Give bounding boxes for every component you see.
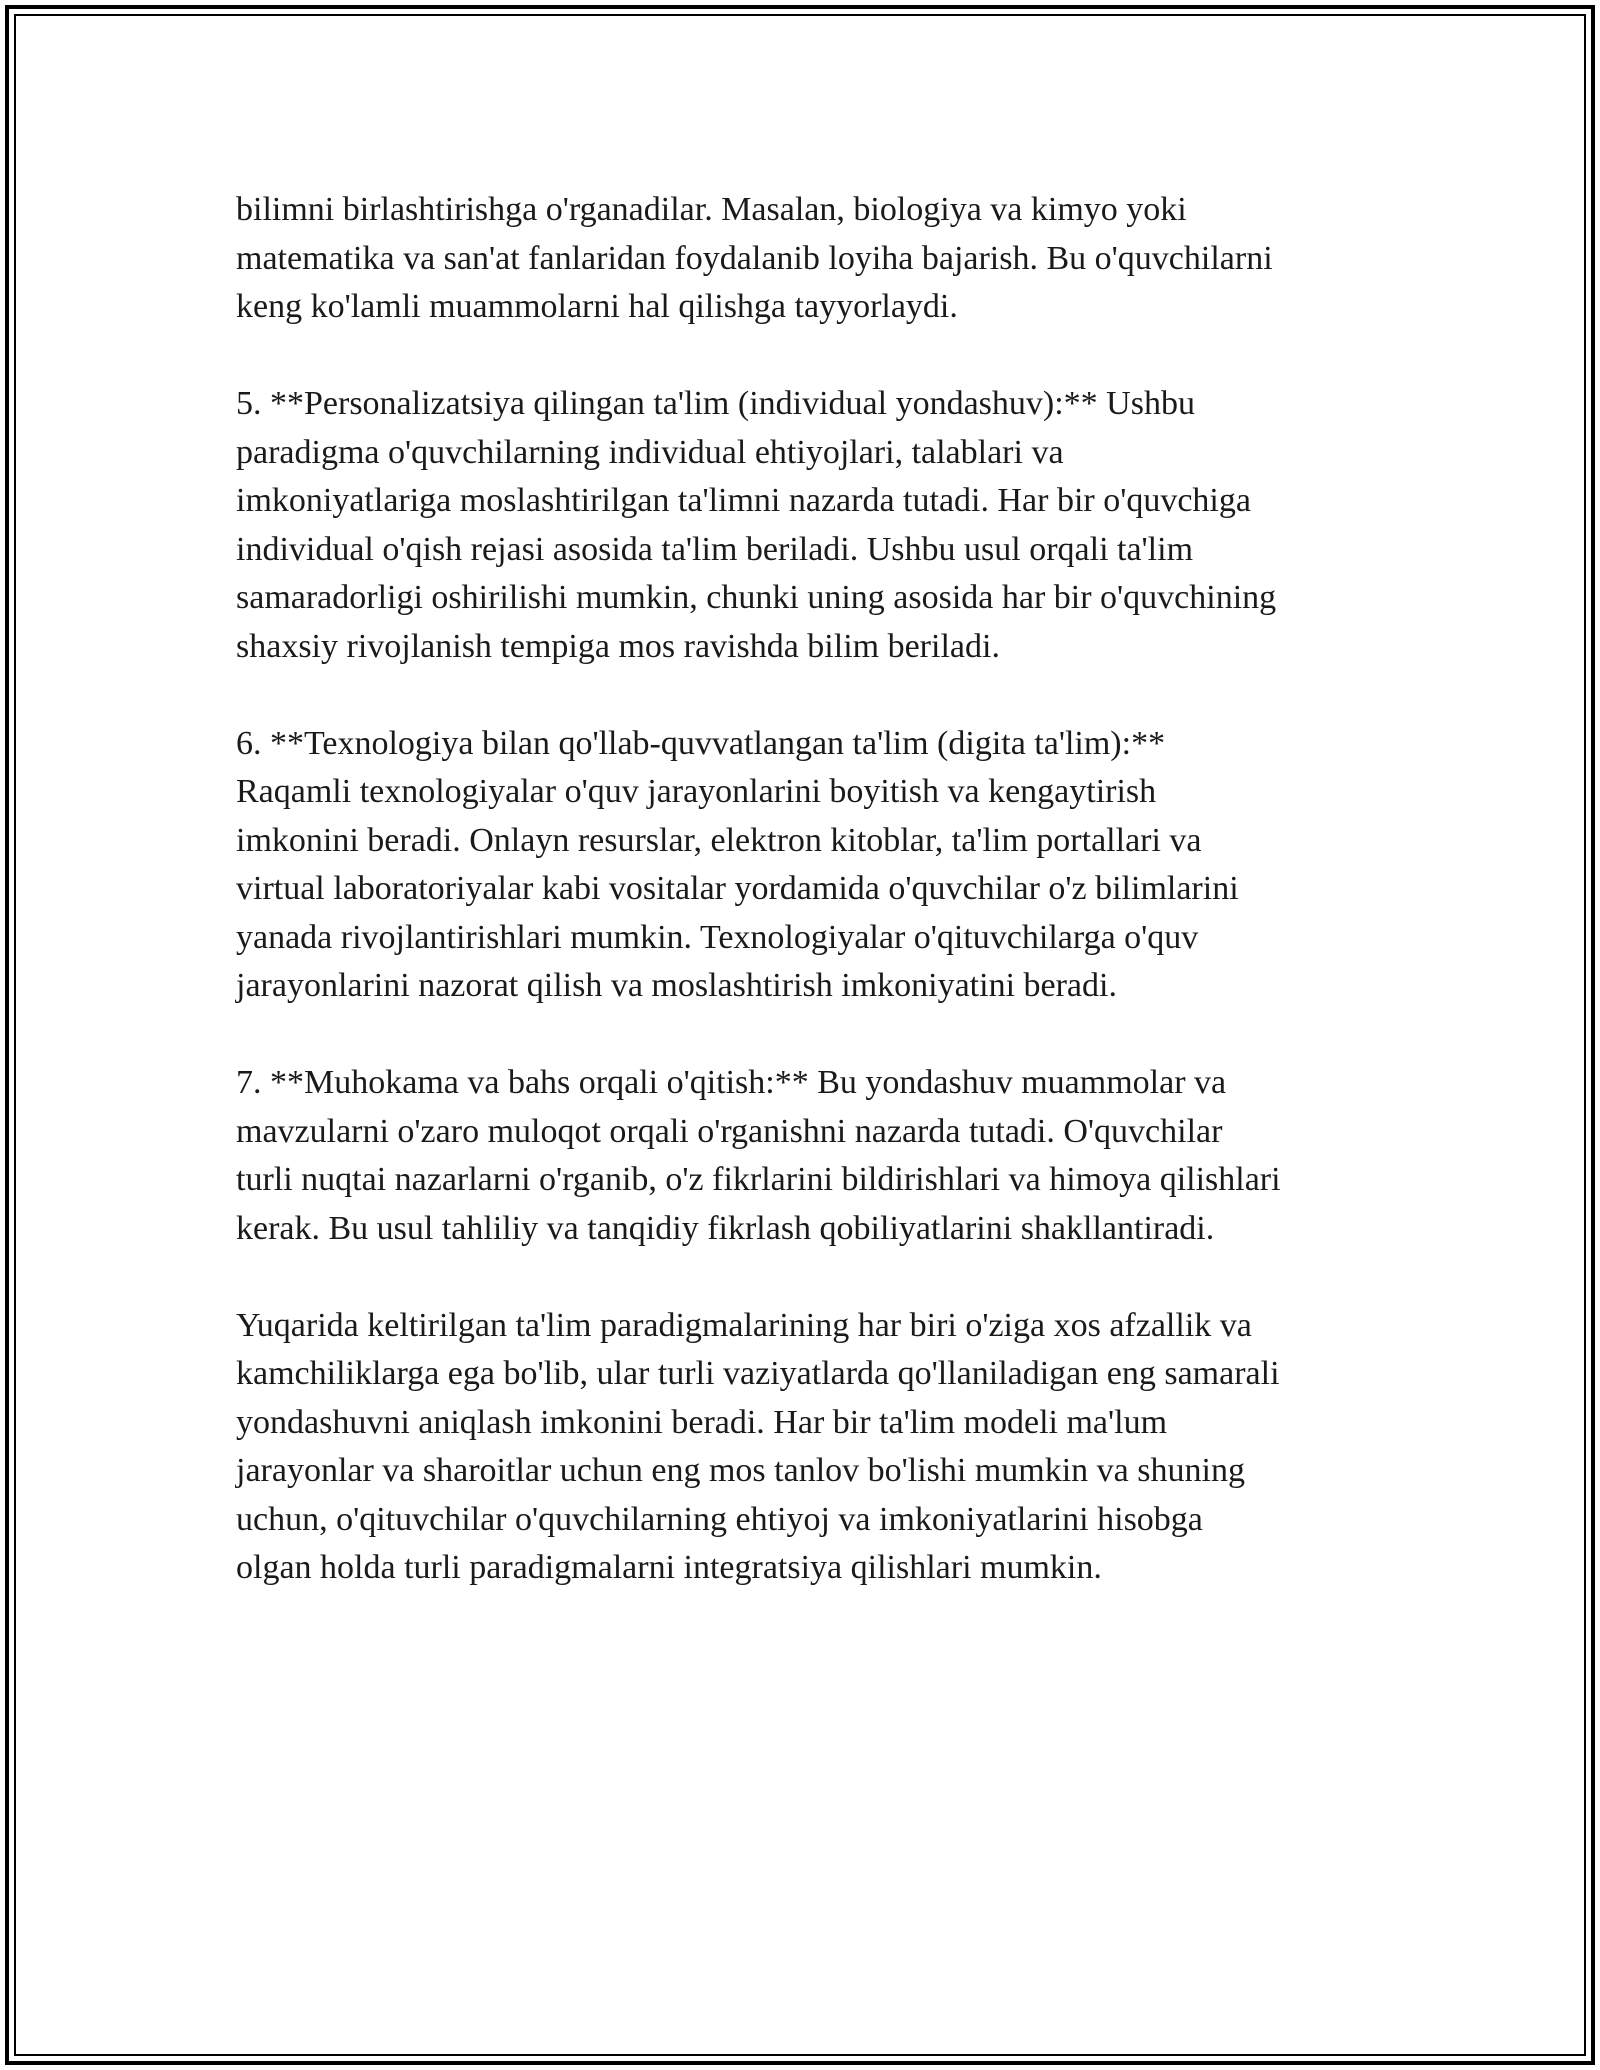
paragraph-item-6-digital-learning: 6. **Texnologiya bilan qo'llab-quvvatlangan ta'lim (digita ta'lim):** Raqamli texnologiyalar o'quv jarayonlarini boyitish va kengaytirish imkonini beradi. Onlayn resurslar, elektron kitoblar, ta'lim portallari va virtual laboratoriyalar kabi vositalar yordamida o'quvchilar o'z bilimlarini yanada rivojlantirishlari mumkin. Texnologiyalar o'qituvchilarga o'quv jarayonlarini nazorat qilish va moslashtirish imkoniyatini beradi. — [236, 724, 1239, 1004]
paragraph-intro-continuation: bilimni birlashtirishga o'rganadilar. Masalan, biologiya va kimyo yoki matematika va san'at fanlaridan foydalanib loyiha bajarish. Bu o'quvchilarni keng ko'lamli muammolarni hal qilishga tayyorlaydi. — [236, 191, 1273, 325]
paragraph-item-7-discussion-learning: 7. **Muhokama va bahs orqali o'qitish:** Bu yondashuv muammolar va mavzularni o'zaro muloqot orqali o'rganishni nazarda tutadi. O'quvchilar turli nuqtai nazarlarni o'rganib, o'z fikrlarini bildirishlari va himoya qilishlari kerak. Bu usul tahliliy va tanqidiy fikrlash qobiliyatlarini shakllantiradi. — [236, 1064, 1281, 1247]
paragraph-conclusion: Yuqarida keltirilgan ta'lim paradigmalarining har biri o'ziga xos afzallik va kamchiliklarga ega bo'lib, ular turli vaziyatlarda qo'llaniladigan eng samarali yondashuvni aniqlash imkonini beradi. Har bir ta'lim modeli ma'lum jarayonlar va sharoitlar uchun eng mos tanlov bo'lishi mumkin va shuning uchun, o'qituvchilar o'quvchilarning ehtiyoj va imkoniyatlarini hisobga olgan holda turli paradigmalarni integratsiya qilishlari mumkin. — [236, 1306, 1280, 1586]
paragraph-item-5-personalized-learning: 5. **Personalizatsiya qilingan ta'lim (individual yondashuv):** Ushbu paradigma o'quvchilarning individual ehtiyojlari, talablari va imkoniyatlariga moslashtirilgan ta'limni nazarda tutadi. Har bir o'quvchiga individual o'qish rejasi asosida ta'lim beriladi. Ushbu usul orqali ta'lim samaradorligi oshirilishi mumkin, chunki uning asosida har bir o'quvchining shaxsiy rivojlanish tempiga mos ravishda bilim beriladi. — [236, 385, 1277, 665]
document-body — [236, 186, 1382, 1641]
